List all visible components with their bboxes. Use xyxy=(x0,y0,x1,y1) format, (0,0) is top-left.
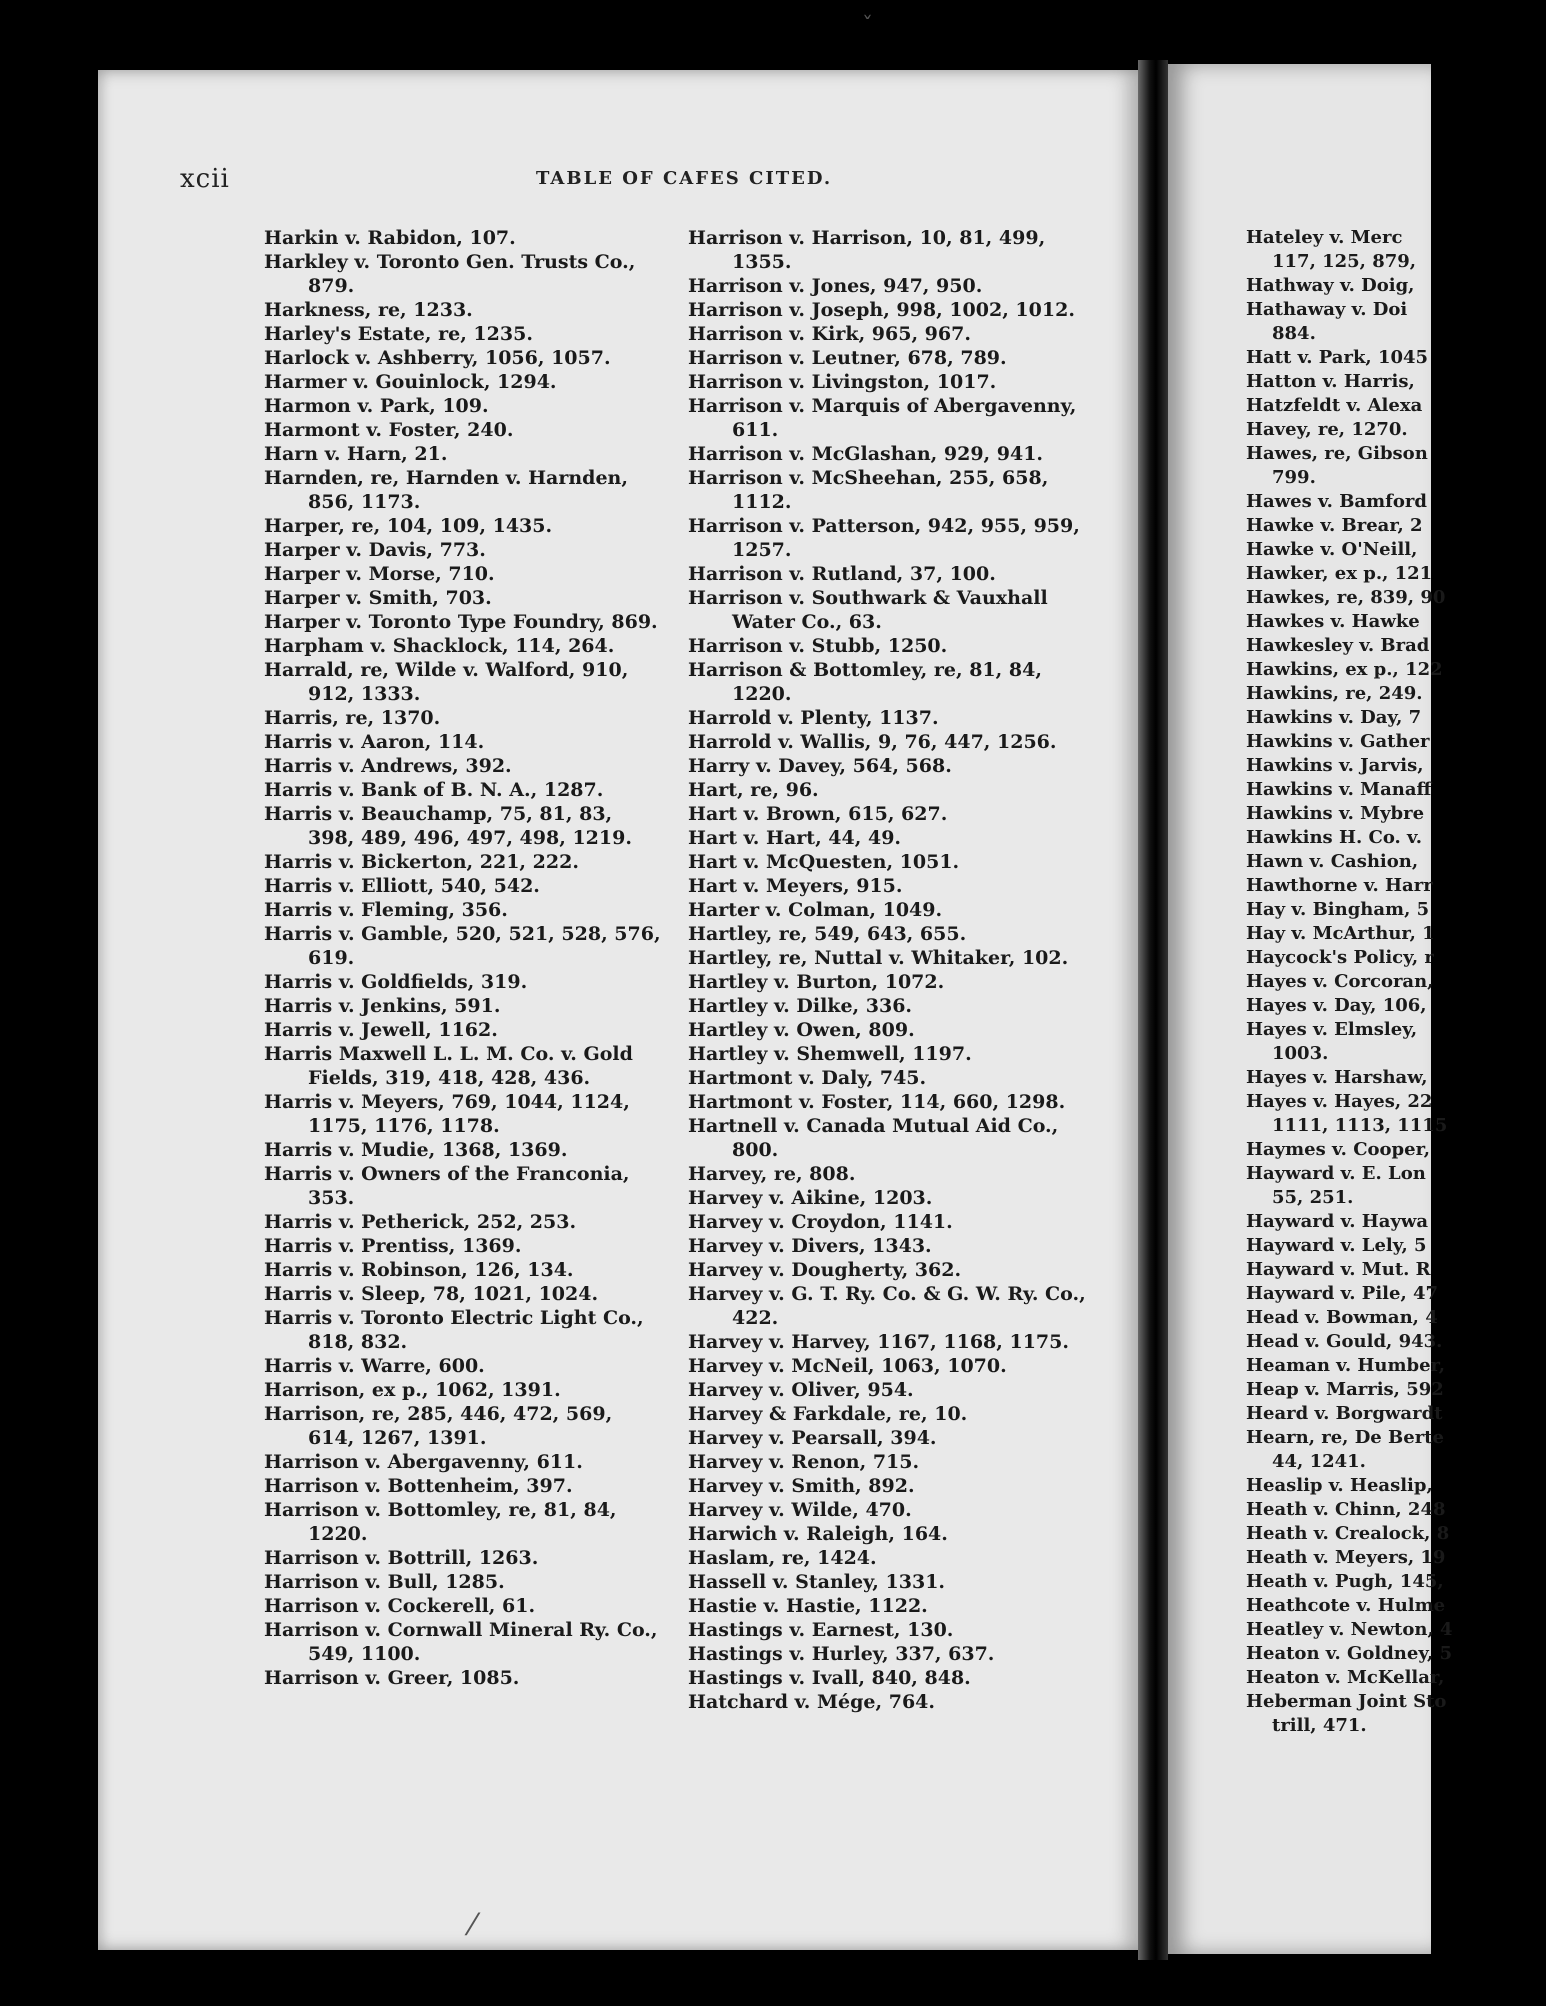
case-entry: Harris v. Owners of the Franconia, 353. xyxy=(264,1163,630,1209)
case-entry: Harper v. Toronto Type Foundry, 869. xyxy=(264,611,658,633)
case-entry: Hastings v. Ivall, 840, 848. xyxy=(688,1667,971,1689)
page-number: xcii xyxy=(180,164,230,194)
case-entry: Harrison v. Bottomley, re, 81, 84, 1220. xyxy=(264,1499,617,1545)
column-1 xyxy=(264,226,664,1690)
case-entry: Harmon v. Park, 109. xyxy=(264,395,489,417)
case-entry: Hawkins v. Day, 7 xyxy=(1246,707,1422,728)
case-entry: Hawes, re, Gibson xyxy=(1246,443,1428,464)
case-entry: Hartmont v. Daly, 745. xyxy=(688,1067,927,1089)
scan-mark: ˇ xyxy=(862,14,873,39)
case-entry: Harvey v. Aikine, 1203. xyxy=(688,1187,933,1209)
case-entry: Harrison, re, 285, 446, 472, 569, 614, 1267, 1391. xyxy=(264,1403,613,1449)
case-entry: Harris v. Jewell, 1162. xyxy=(264,1019,498,1041)
case-entry: Harvey v. Oliver, 954. xyxy=(688,1379,914,1401)
case-entry: Harmont v. Foster, 240. xyxy=(264,419,514,441)
case-entry: Hayes v. Elmsley, xyxy=(1246,1019,1418,1040)
case-entry: 799. xyxy=(1272,467,1316,488)
case-entry: Heath v. Chinn, 248 xyxy=(1246,1499,1446,1520)
case-entry: Hawkesley v. Brad xyxy=(1246,635,1430,656)
case-entry: Hayward v. Haywa xyxy=(1246,1211,1429,1232)
case-entry: Harris, re, 1370. xyxy=(264,707,441,729)
case-entry: Hart, re, 96. xyxy=(688,779,819,801)
case-entry: Heaton v. McKellar, xyxy=(1246,1667,1445,1688)
case-entry: Harvey v. G. T. Ry. Co. & G. W. Ry. Co., 422. xyxy=(688,1283,1086,1329)
case-entry: Hay v. McArthur, 1 xyxy=(1246,923,1435,944)
case-entry: Harrison & Bottomley, re, 81, 84, 1220. xyxy=(688,659,1042,705)
case-entry: Hartley, re, Nuttal v. Whitaker, 102. xyxy=(688,947,1069,969)
case-entry: Harrison v. McSheehan, 255, 658, 1112. xyxy=(688,467,1049,513)
case-entry: Harris v. Prentiss, 1369. xyxy=(264,1235,522,1257)
case-entry: Harrison v. Bull, 1285. xyxy=(264,1571,505,1593)
case-entry: Hawkins v. Gather xyxy=(1246,731,1430,752)
case-entry: Hatt v. Park, 1045 xyxy=(1246,347,1429,368)
case-entry: Harrison v. Stubb, 1250. xyxy=(688,635,948,657)
case-entry: Hawes v. Bamford xyxy=(1246,491,1427,512)
case-entry: Head v. Gould, 943. xyxy=(1246,1331,1443,1352)
case-entry: Hayward v. Pile, 47 xyxy=(1246,1283,1439,1304)
case-entry: Harrison v. Rutland, 37, 100. xyxy=(688,563,996,585)
case-entry: Hawkes, re, 839, 90 xyxy=(1246,587,1446,608)
case-entry: Harris Maxwell L. L. M. Co. v. Gold Fields, 319, 418, 428, 436. xyxy=(264,1043,633,1089)
case-entry: Hayes v. Harshaw, xyxy=(1246,1067,1428,1088)
case-entry: Hawkins v. Manaff xyxy=(1246,779,1432,800)
case-entry: Harkin v. Rabidon, 107. xyxy=(264,227,516,249)
case-entry: Harry v. Davey, 564, 568. xyxy=(688,755,952,777)
case-entry: Harrison v. Abergavenny, 611. xyxy=(264,1451,583,1473)
case-entry: Harter v. Colman, 1049. xyxy=(688,899,943,921)
case-entry: Harris v. Robinson, 126, 134. xyxy=(264,1259,574,1281)
case-entry: Harvey v. Wilde, 470. xyxy=(688,1499,912,1521)
case-entry: Hastings v. Hurley, 337, 637. xyxy=(688,1643,995,1665)
case-entry: Harrison v. Livingston, 1017. xyxy=(688,371,997,393)
case-entry: Harvey v. Croydon, 1141. xyxy=(688,1211,953,1233)
case-entry: Harris v. Goldfields, 319. xyxy=(264,971,528,993)
case-entry: Harrison v. Marquis of Abergavenny, 611. xyxy=(688,395,1077,441)
case-entry: 117, 125, 879, xyxy=(1272,251,1417,272)
case-entry: Hayes v. Hayes, 22 xyxy=(1246,1091,1433,1112)
case-entry: Heath v. Pugh, 145, xyxy=(1246,1571,1444,1592)
case-entry: Hawthorne v. Harr xyxy=(1246,875,1433,896)
case-entry: Harris v. Warre, 600. xyxy=(264,1355,485,1377)
case-entry: Harrison v. Jones, 947, 950. xyxy=(688,275,983,297)
case-entry: Hawkes v. Hawke xyxy=(1246,611,1420,632)
case-entry: Harris v. Fleming, 356. xyxy=(264,899,508,921)
case-entry: Hastings v. Earnest, 130. xyxy=(688,1619,954,1641)
case-entry: Hatzfeldt v. Alexa xyxy=(1246,395,1423,416)
case-entry: Harvey, re, 808. xyxy=(688,1163,856,1185)
column-3-partial xyxy=(1246,226,1546,1738)
case-entry: Harris v. Bank of B. N. A., 1287. xyxy=(264,779,604,801)
case-entry: Harris v. Jenkins, 591. xyxy=(264,995,501,1017)
case-entry: Harris v. Meyers, 769, 1044, 1124, 1175, 1176, 1178. xyxy=(264,1091,630,1137)
case-entry: Heaman v. Humber, xyxy=(1246,1355,1445,1376)
column-2 xyxy=(688,226,1098,1714)
case-entry: Hartmont v. Foster, 114, 660, 1298. xyxy=(688,1091,1066,1113)
case-entry: Harper v. Smith, 703. xyxy=(264,587,492,609)
case-entry: Harkness, re, 1233. xyxy=(264,299,473,321)
case-entry: Heard v. Borgwardt xyxy=(1246,1403,1443,1424)
running-head xyxy=(0,164,1431,194)
case-entry: Harrison v. Bottrill, 1263. xyxy=(264,1547,539,1569)
page-title: TABLE OF CAFES CITED. xyxy=(536,168,833,189)
case-entry: Hayes v. Corcoran, xyxy=(1246,971,1434,992)
case-entry: Hawker, ex p., 121 xyxy=(1246,563,1433,584)
case-entry: Harrald, re, Wilde v. Walford, 910, 912, 1333. xyxy=(264,659,629,705)
case-entry: Havey, re, 1270. xyxy=(1246,419,1408,440)
case-entry: Haslam, re, 1424. xyxy=(688,1547,877,1569)
case-entry: Hawn v. Cashion, xyxy=(1246,851,1419,872)
case-entry: Hart v. Meyers, 915. xyxy=(688,875,903,897)
case-entry: Harvey v. Harvey, 1167, 1168, 1175. xyxy=(688,1331,1069,1353)
case-entry: Harley's Estate, re, 1235. xyxy=(264,323,533,345)
case-entry: Harrison v. Leutner, 678, 789. xyxy=(688,347,1007,369)
case-entry: Hawkins v. Jarvis, xyxy=(1246,755,1424,776)
case-entry: Harrison v. Southwark & Vauxhall Water Co., 63. xyxy=(688,587,1048,633)
case-entry: Hart v. Hart, 44, 49. xyxy=(688,827,902,849)
case-entry: Harris v. Andrews, 392. xyxy=(264,755,512,777)
case-entry: 884. xyxy=(1272,323,1316,344)
case-entry: Harn v. Harn, 21. xyxy=(264,443,448,465)
case-entry: Harris v. Toronto Electric Light Co., 818, 832. xyxy=(264,1307,644,1353)
case-entry: Heaton v. Goldney, 5 xyxy=(1246,1643,1453,1664)
case-entry: Hawke v. O'Neill, xyxy=(1246,539,1418,560)
case-entry: Hartley v. Burton, 1072. xyxy=(688,971,945,993)
case-entry: Harvey v. Smith, 892. xyxy=(688,1475,915,1497)
case-entry: Harrison v. Cornwall Mineral Ry. Co., 549, 1100. xyxy=(264,1619,658,1665)
case-entry: Harmer v. Gouinlock, 1294. xyxy=(264,371,557,393)
case-entry: Head v. Bowman, 4 xyxy=(1246,1307,1438,1328)
case-entry: Harrison, ex p., 1062, 1391. xyxy=(264,1379,561,1401)
case-entry: Hawkins H. Co. v. xyxy=(1246,827,1422,848)
case-entry: Harrison v. Bottenheim, 397. xyxy=(264,1475,573,1497)
case-entry: Hathway v. Doig, xyxy=(1246,275,1415,296)
book-gutter xyxy=(1138,60,1168,1960)
case-entry: Hateley v. Merc xyxy=(1246,227,1403,248)
case-entry: Harper, re, 104, 109, 1435. xyxy=(264,515,553,537)
case-entry: Harrold v. Wallis, 9, 76, 447, 1256. xyxy=(688,731,1057,753)
case-entry: Harris v. Sleep, 78, 1021, 1024. xyxy=(264,1283,599,1305)
case-entry: Harnden, re, Harnden v. Harnden, 856, 1173. xyxy=(264,467,628,513)
case-entry: Hawkins, re, 249. xyxy=(1246,683,1423,704)
case-entry: Harvey v. Renon, 715. xyxy=(688,1451,920,1473)
case-entry: Harvey v. Dougherty, 362. xyxy=(688,1259,962,1281)
case-entry: Hay v. Bingham, 5 xyxy=(1246,899,1430,920)
case-entry: Harris v. Aaron, 114. xyxy=(264,731,485,753)
case-entry: Harwich v. Raleigh, 164. xyxy=(688,1523,948,1545)
case-entry: Harrison v. Cockerell, 61. xyxy=(264,1595,536,1617)
case-entry: Heatley v. Newton, 4 xyxy=(1246,1619,1453,1640)
case-entry: 1111, 1113, 1115 xyxy=(1272,1115,1448,1136)
case-entry: Harvey & Farkdale, re, 10. xyxy=(688,1403,968,1425)
case-entry: Hawkins v. Mybre xyxy=(1246,803,1425,824)
case-entry: Harvey v. Divers, 1343. xyxy=(688,1235,932,1257)
case-entry: Hartley v. Dilke, 336. xyxy=(688,995,913,1017)
scan-scratch: ⁄ xyxy=(470,1908,476,1943)
case-entry: Harrison v. Greer, 1085. xyxy=(264,1667,520,1689)
case-entry: Harpham v. Shacklock, 114, 264. xyxy=(264,635,615,657)
case-entry: Harlock v. Ashberry, 1056, 1057. xyxy=(264,347,611,369)
case-entry: Harvey v. McNeil, 1063, 1070. xyxy=(688,1355,1007,1377)
case-entry: Haymes v. Cooper, xyxy=(1246,1139,1431,1160)
case-entry: Heath v. Meyers, 19 xyxy=(1246,1547,1446,1568)
case-entry: Hayes v. Day, 106, xyxy=(1246,995,1427,1016)
case-entry: Hassell v. Stanley, 1331. xyxy=(688,1571,946,1593)
case-entry: Harrison v. Joseph, 998, 1002, 1012. xyxy=(688,299,1075,321)
case-entry: Hayward v. Lely, 5 xyxy=(1246,1235,1427,1256)
case-entry: Hayward v. Mut. R xyxy=(1246,1259,1431,1280)
case-entry: Heap v. Marris, 592 xyxy=(1246,1379,1444,1400)
case-entry: Hawke v. Brear, 2 xyxy=(1246,515,1423,536)
case-entry: trill, 471. xyxy=(1272,1715,1367,1736)
case-entry: Harrison v. Kirk, 965, 967. xyxy=(688,323,971,345)
case-entry: Harrold v. Plenty, 1137. xyxy=(688,707,939,729)
case-entry: Harris v. Bickerton, 221, 222. xyxy=(264,851,579,873)
case-entry: 44, 1241. xyxy=(1272,1451,1366,1472)
case-entry: Hathaway v. Doi xyxy=(1246,299,1408,320)
case-entry: Hartley v. Shemwell, 1197. xyxy=(688,1043,972,1065)
case-entry: Harper v. Morse, 710. xyxy=(264,563,495,585)
case-entry: Harris v. Elliott, 540, 542. xyxy=(264,875,540,897)
case-entry: Hayward v. E. Lon xyxy=(1246,1163,1426,1184)
case-entry: Hartnell v. Canada Mutual Aid Co., 800. xyxy=(688,1115,1059,1161)
case-entry: Hartley, re, 549, 643, 655. xyxy=(688,923,967,945)
case-entry: Harris v. Petherick, 252, 253. xyxy=(264,1211,577,1233)
case-entry: Hastie v. Hastie, 1122. xyxy=(688,1595,928,1617)
case-entry: Harper v. Davis, 773. xyxy=(264,539,486,561)
case-entry: 55, 251. xyxy=(1272,1187,1354,1208)
case-entry: Heberman Joint Sto xyxy=(1246,1691,1447,1712)
case-entry: Hart v. Brown, 615, 627. xyxy=(688,803,948,825)
case-entry: 1003. xyxy=(1272,1043,1329,1064)
case-entry: Harris v. Mudie, 1368, 1369. xyxy=(264,1139,568,1161)
case-entry: Hearn, re, De Berte xyxy=(1246,1427,1444,1448)
case-entry: Harrison v. Harrison, 10, 81, 499, 1355. xyxy=(688,227,1046,273)
case-entry: Heathcote v. Hulme xyxy=(1246,1595,1446,1616)
case-entry: Harrison v. McGlashan, 929, 941. xyxy=(688,443,1044,465)
case-entry: Hatton v. Harris, xyxy=(1246,371,1415,392)
case-entry: Hawkins, ex p., 122 xyxy=(1246,659,1443,680)
case-entry: Harkley v. Toronto Gen. Trusts Co., 879. xyxy=(264,251,636,297)
case-entry: Haycock's Policy, r xyxy=(1246,947,1434,968)
case-entry: Harris v. Gamble, 520, 521, 528, 576, 619. xyxy=(264,923,661,969)
case-entry: Hart v. McQuesten, 1051. xyxy=(688,851,960,873)
case-entry: Hartley v. Owen, 809. xyxy=(688,1019,915,1041)
case-entry: Harris v. Beauchamp, 75, 81, 83, 398, 489, 496, 497, 498, 1219. xyxy=(264,803,632,849)
case-entry: Harrison v. Patterson, 942, 955, 959, 1257. xyxy=(688,515,1080,561)
case-entry: Heaslip v. Heaslip, xyxy=(1246,1475,1433,1496)
case-entry: Heath v. Crealock, 8 xyxy=(1246,1523,1450,1544)
case-entry: Hatchard v. Mége, 764. xyxy=(688,1691,935,1713)
case-entry: Harvey v. Pearsall, 394. xyxy=(688,1427,937,1449)
